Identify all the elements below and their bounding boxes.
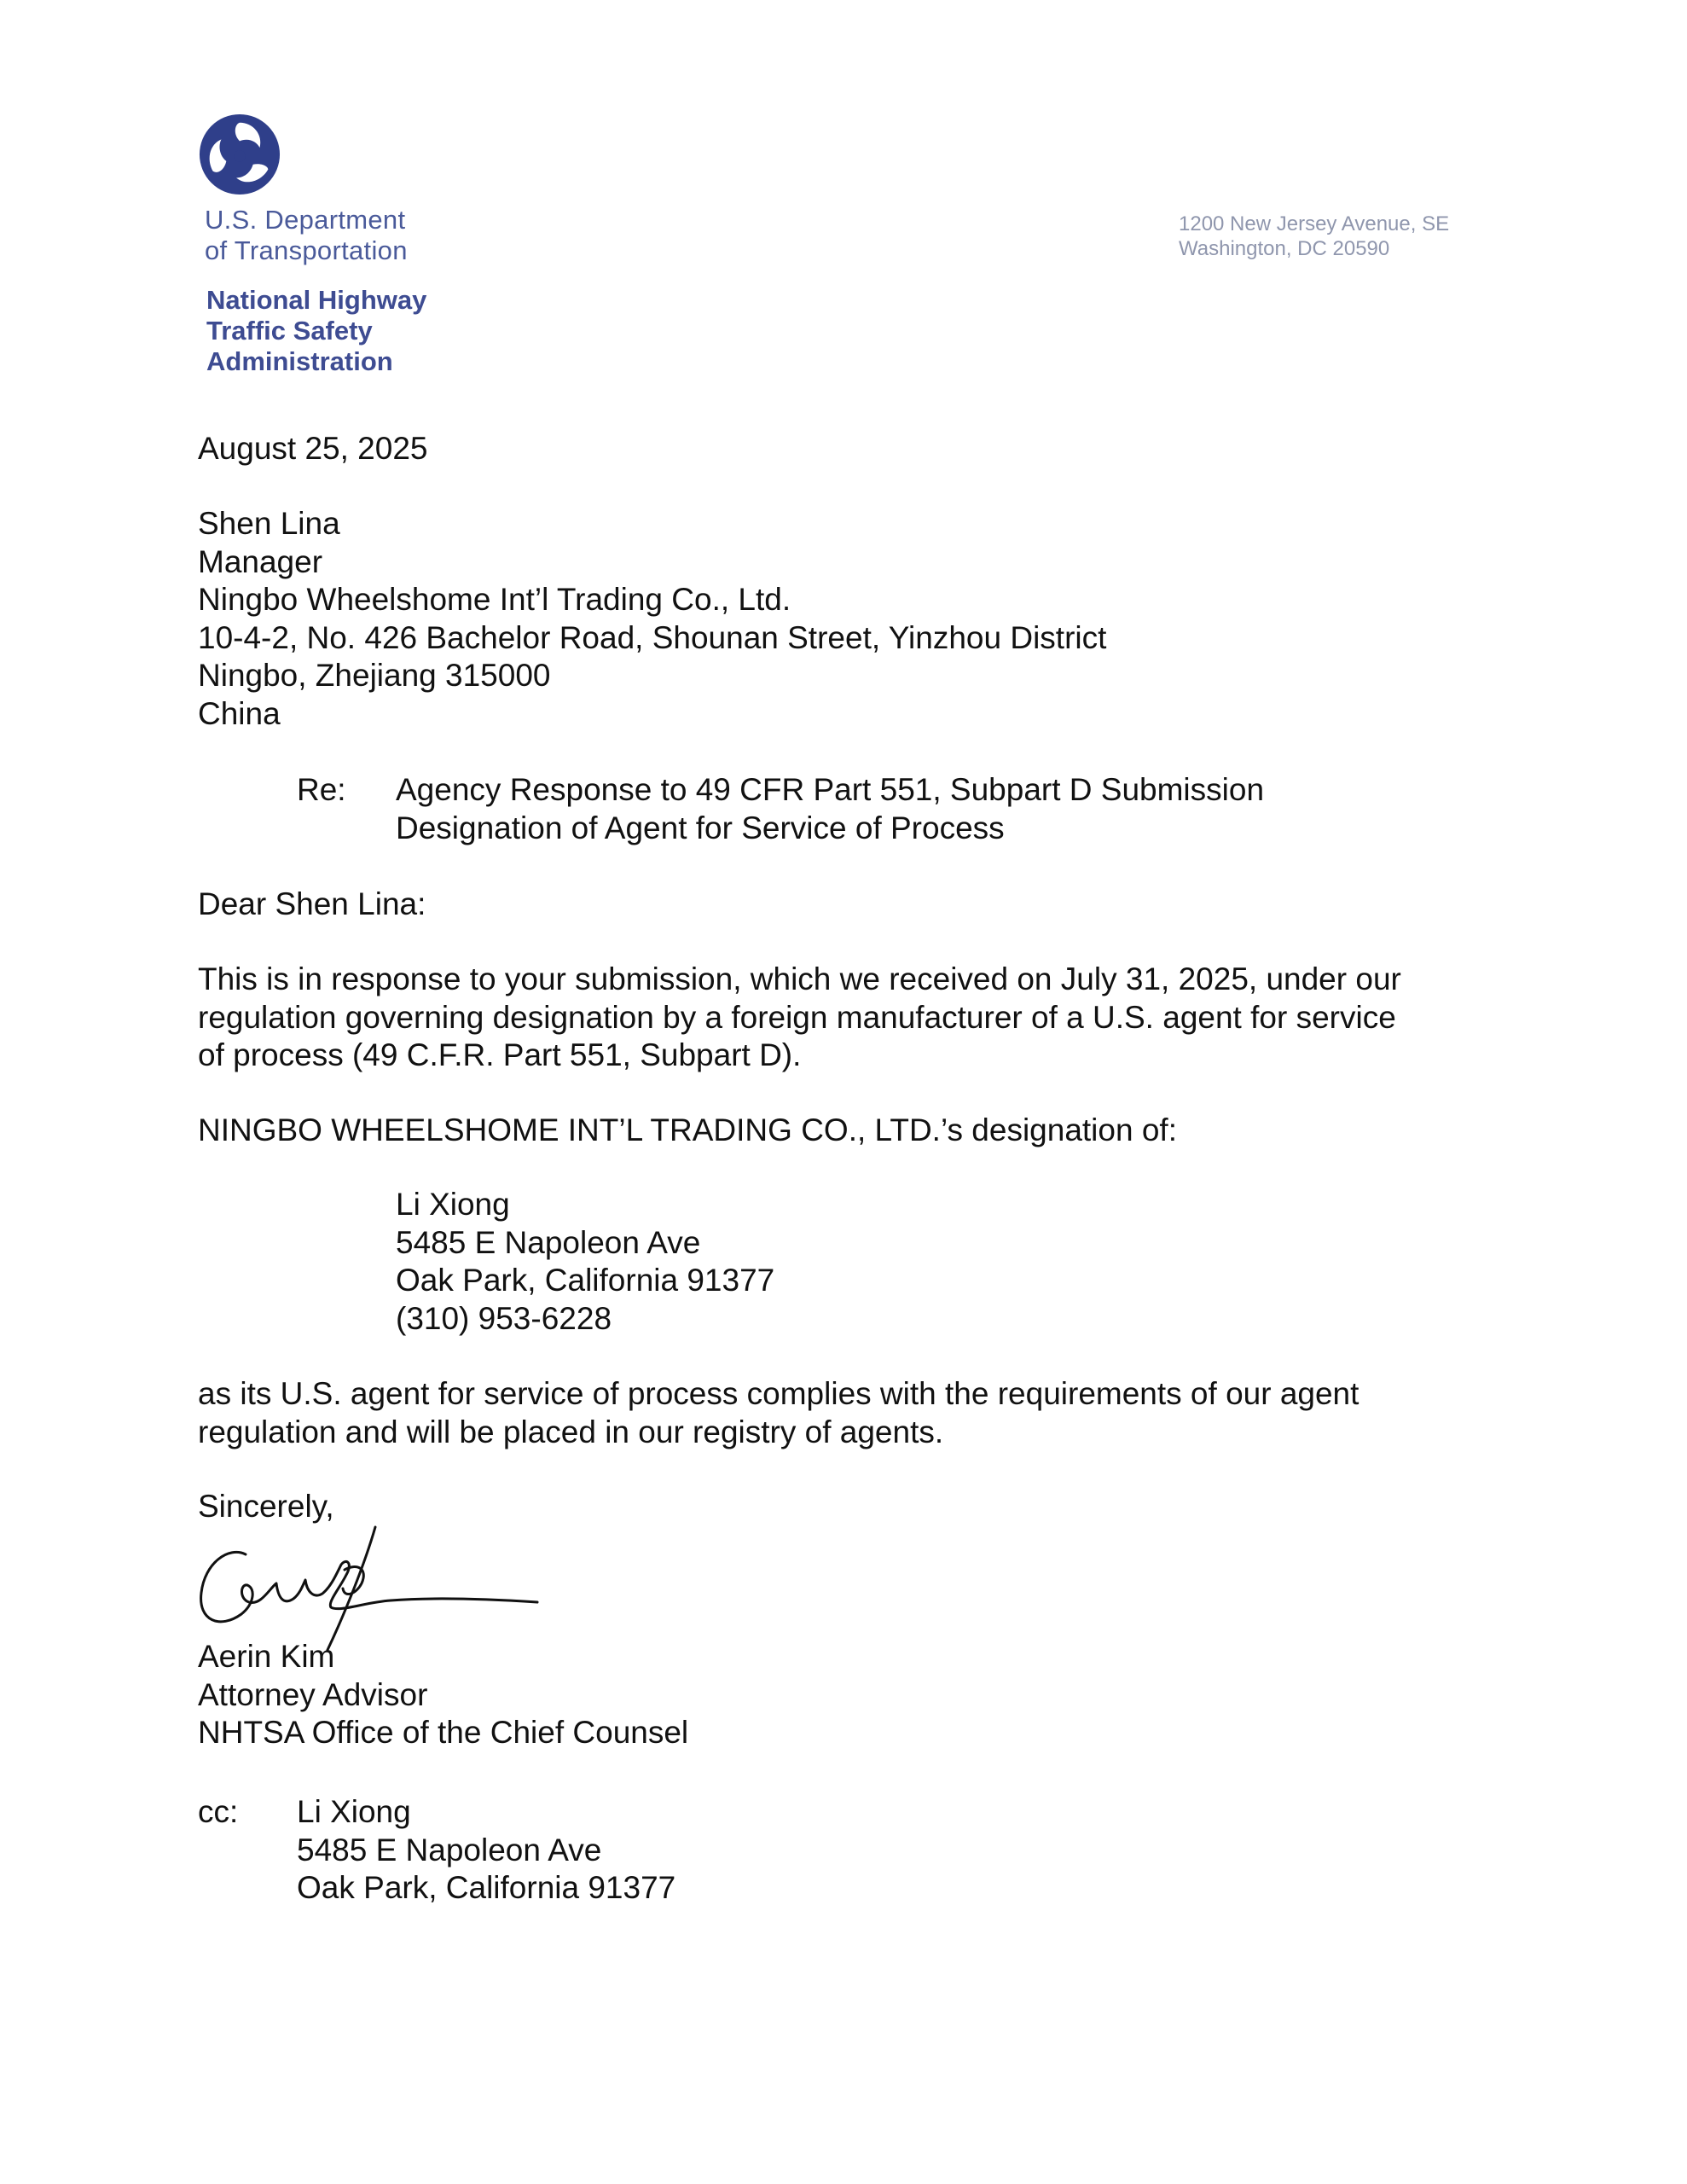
cc-name: Li Xiong: [297, 1794, 411, 1829]
signer-title: Attorney Advisor: [198, 1676, 428, 1712]
address-line-2: Washington, DC 20590: [1179, 237, 1390, 260]
handwritten-signature: [194, 1520, 553, 1657]
agency-address: [1179, 212, 1449, 261]
signer-name: Aerin Kim: [198, 1639, 335, 1674]
agent-city: Oak Park, California 91377: [396, 1263, 775, 1298]
designation-intro-text: NINGBO WHEELSHOME INT’L TRADING CO., LTD.’s designation of:: [198, 1112, 1177, 1147]
paragraph-2-line-1: as its U.S. agent for service of process complies with the requirements of our agent: [198, 1376, 1359, 1411]
department-line-2: of Transportation: [205, 235, 408, 265]
paragraph-2-line-2: regulation and will be placed in our registry of agents.: [198, 1414, 944, 1449]
agent-phone: (310) 953-6228: [396, 1300, 612, 1336]
cc-street: 5485 E Napoleon Ave: [297, 1832, 602, 1867]
agency-line-1: National Highway: [206, 285, 427, 315]
recipient-street: 10-4-2, No. 426 Bachelor Road, Shounan Street, Yinzhou District: [198, 619, 1107, 655]
re-subject: [396, 771, 1264, 847]
agency-line-2: Traffic Safety: [206, 316, 373, 346]
paragraph-compliance: [198, 1375, 1359, 1451]
recipient-city: Ningbo, Zhejiang 315000: [198, 658, 551, 693]
signer-block: [198, 1638, 688, 1752]
agency-line-3: Administration: [206, 346, 393, 376]
recipient-country: China: [198, 695, 281, 731]
paragraph-1-line-1: This is in response to your submission, which we received on July 31, 2025, under our: [198, 961, 1401, 996]
re-line-1: Agency Response to 49 CFR Part 551, Subpart D Submission: [396, 772, 1265, 807]
agent-street: 5485 E Napoleon Ave: [396, 1224, 701, 1260]
paragraph-1-line-3: of process (49 C.F.R. Part 551, Subpart D).: [198, 1037, 802, 1072]
signer-office: NHTSA Office of the Chief Counsel: [198, 1715, 689, 1750]
salutation: [198, 886, 426, 924]
letterhead: [198, 96, 1477, 386]
recipient-block: [198, 505, 1106, 733]
date-text: August 25, 2025: [198, 431, 428, 466]
cc-block: [297, 1793, 675, 1908]
paragraph-response: [198, 961, 1401, 1075]
agent-name: Li Xiong: [396, 1187, 510, 1222]
cc-label: cc:: [198, 1794, 239, 1829]
address-line-1: 1200 New Jersey Avenue, SE: [1179, 212, 1450, 235]
department-line-1: U.S. Department: [205, 205, 406, 235]
agency-name: [206, 285, 426, 377]
recipient-company: Ningbo Wheelshome Int’l Trading Co., Ltd.: [198, 582, 791, 617]
agent-block: [396, 1186, 774, 1338]
re-label: Re:: [297, 772, 346, 807]
salutation-text: Dear Shen Lina:: [198, 886, 426, 921]
designation-intro: [198, 1112, 1177, 1150]
cc-city: Oak Park, California 91377: [297, 1870, 676, 1905]
paragraph-1-line-2: regulation governing designation by a foreign manufacturer of a U.S. agent for service: [198, 999, 1396, 1035]
recipient-name: Shen Lina: [198, 506, 340, 541]
letter-date: [198, 430, 428, 468]
re-line-2: Designation of Agent for Service of Process: [396, 810, 1005, 845]
closing-text: Sincerely,: [198, 1489, 334, 1524]
dot-triskelion-logo-icon: [198, 113, 281, 196]
recipient-title: Manager: [198, 543, 323, 579]
department-name: [205, 205, 408, 266]
